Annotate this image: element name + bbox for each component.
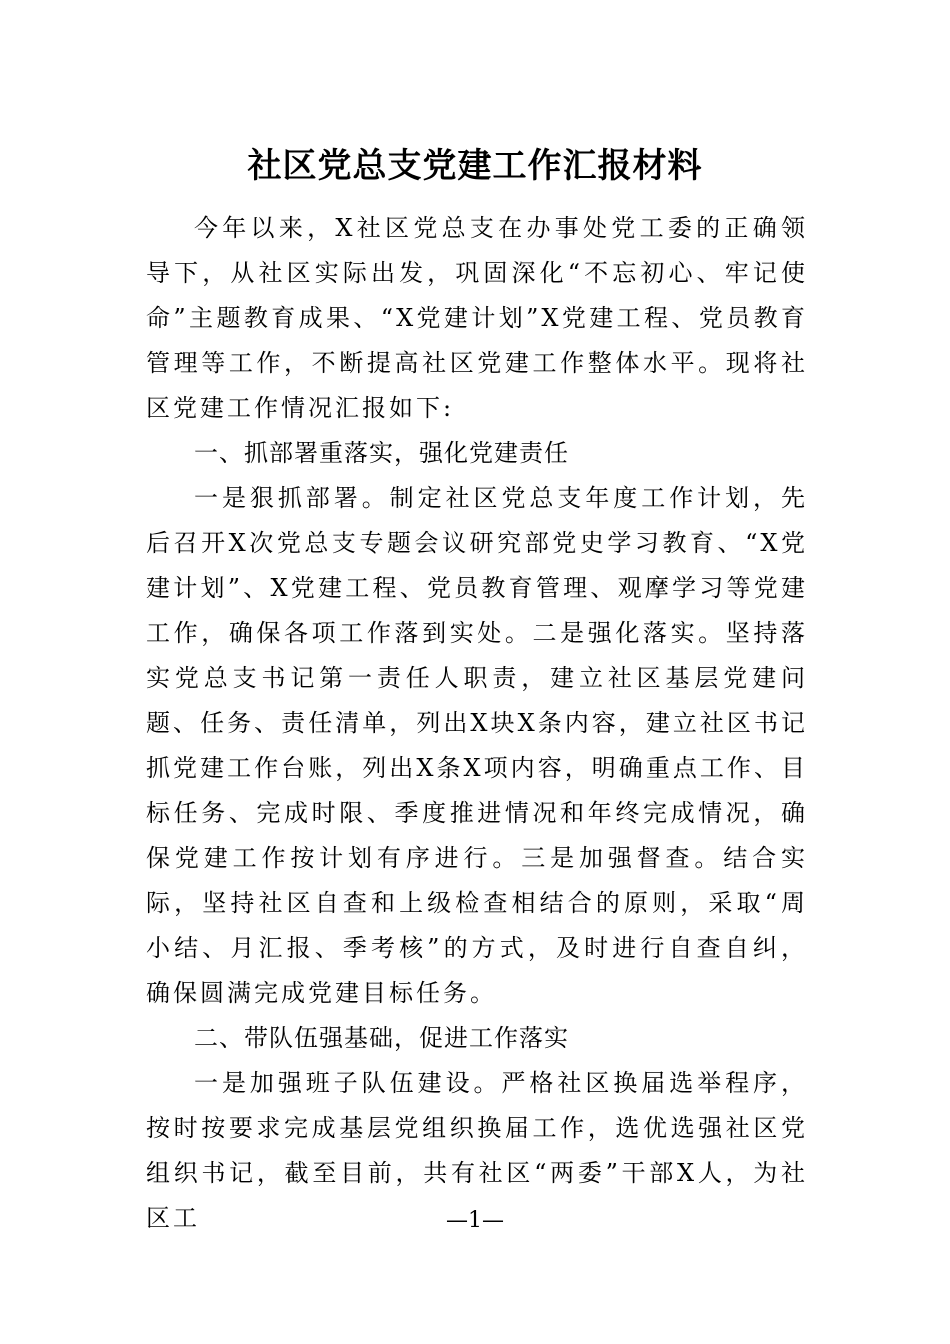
section-paragraph-1: 一是狠抓部署。制定社区党总支年度工作计划，先后召开X次党总支专题会议研究部党史学习教育、“X党建计划”、X党建工程、党员教育管理、观摩学习等党建工作，确保各项工作落到实处。二是强化落实。坚持落实党总支书记第一责任人职责，建立社区基层党建问题、任务、责任清单，列出X块X条内容，建立社区书记抓党建工作台账，列出X条X项内容，明确重点工作、目标任务、完成时限、季度推进情况和年终完成情况，确保党建工作按计划有序进行。三是加强督查。结合实际，坚持社区自查和上级检查相结合的原则，采取“周小结、月汇报、季考核”的方式，及时进行自查自纠，确保圆满完成党建目标任务。 (146, 484, 808, 1007)
document-title: 社区党总支党建工作汇报材料 (247, 146, 703, 186)
intro-paragraph: 今年以来，X社区党总支在办事处党工委的正确领导下，从社区实际出发，巩固深化“不忘初心、牢记使命”主题教育成果、“X党建计划”X党建工程、党员教育管理等工作，不断提高社区党建工作整体水平。现将社区党建工作情况汇报如下: (146, 214, 808, 422)
section-heading-2: 二、带队伍强基础，促进工作落实 (194, 1024, 569, 1052)
section-heading-1: 一、抓部署重落实，强化党建责任 (194, 439, 569, 467)
document-body (146, 206, 808, 1241)
page-number: —1— (446, 1208, 504, 1233)
section-paragraph-2: 一是加强班子队伍建设。严格社区换届选举程序，按时按要求完成基层党组织换届工作，选优选强社区党组织书记，截至目前，共有社区“两委”干部X人，为社区工 (146, 1069, 808, 1232)
